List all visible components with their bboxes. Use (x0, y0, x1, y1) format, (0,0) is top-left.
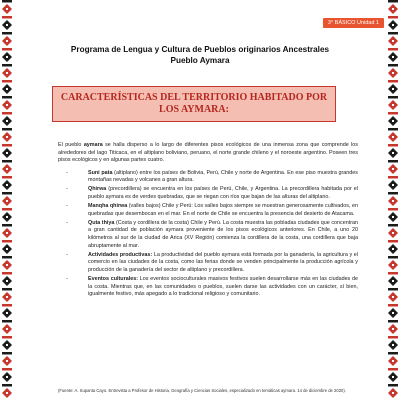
item-term: Eventos culturales: (88, 276, 138, 282)
border-diamond-center (392, 280, 394, 282)
grade-unit-badge: 3° BÁSICO Unidad 1 (323, 18, 384, 28)
item-term: Suni pata (88, 169, 113, 176)
border-stripe (2, 0, 12, 3)
border-stripe (2, 368, 12, 371)
border-stripe (388, 240, 398, 243)
border-diamond-center (392, 360, 394, 362)
dash-bullet-icon: - (66, 186, 68, 193)
border-diamond-center (6, 312, 8, 314)
item-term: Actividades productivas: (88, 251, 153, 258)
border-stripe (388, 208, 398, 211)
list-item (58, 252, 358, 275)
list-item (58, 203, 358, 218)
intro-paragraph (58, 142, 358, 165)
border-stripe (388, 384, 398, 387)
program-title-line1: Programa de Lengua y Cultura de Pueblos originarios Ancestrales (70, 45, 330, 54)
border-stripe (388, 192, 398, 195)
item-text: (valles bajos) Chile y Perú: Los valles bajos siempre se muestran generosamente cultivados, en quebradas que desembocan en el mar. En el norte de Chile se encuentra la presencia del desierto de Atacama. (88, 203, 358, 217)
border-diamond-center (392, 328, 394, 330)
border-stripe (388, 0, 398, 3)
border-stripe (2, 32, 12, 35)
border-stripe (2, 240, 12, 243)
border-stripe (388, 256, 398, 259)
border-diamond-center (392, 200, 394, 202)
border-stripe (2, 288, 12, 291)
border-diamond-center (392, 376, 394, 378)
dash-bullet-icon: - (66, 251, 68, 258)
border-stripe (2, 16, 12, 19)
border-diamond-center (392, 248, 394, 250)
border-stripe (388, 112, 398, 115)
program-title-line2: Pueblo Aymara (170, 56, 230, 65)
border-diamond-center (6, 168, 8, 170)
border-diamond-center (392, 8, 394, 10)
border-diamond-center (392, 88, 394, 90)
item-text: (Costa y cordillera de la costa) Chile y Perú. La costa muestra las pobladas ciudades que concentran a gran cantidad de población aymara proveniente de los pisos ecológicos anteriores. En Chile, a uno 20 kilómetros al sur de la ciudad de Arica (XV Región) comienza la cordillera de la costa, una cordillera que baja abruptamente al mar. (88, 219, 359, 249)
border-diamond-center (6, 88, 8, 90)
border-diamond-center (392, 312, 394, 314)
border-diamond-center (6, 280, 8, 282)
item-text: (altiplano) entre los países de Bolivia, Perú, Chile y norte de Argentina. En ese piso muestra grandes montañas nevadas y volcanes a gran altura. (88, 169, 358, 184)
main-content (58, 142, 358, 300)
border-stripe (2, 256, 12, 259)
border-diamond-center (6, 24, 8, 26)
border-diamond-center (392, 40, 394, 42)
border-stripe (388, 96, 398, 99)
border-stripe (2, 176, 12, 179)
border-diamond-center (392, 120, 394, 122)
border-stripe (388, 368, 398, 371)
border-diamond-center (6, 344, 8, 346)
border-diamond-center (6, 184, 8, 186)
border-diamond-center (6, 136, 8, 138)
border-stripe (388, 128, 398, 131)
border-stripe (2, 304, 12, 307)
border-diamond-center (392, 152, 394, 154)
border-stripe (388, 304, 398, 307)
border-diamond-center (6, 376, 8, 378)
item-term: Qhirwa (88, 186, 107, 193)
border-stripe (388, 32, 398, 35)
border-diamond-center (392, 392, 394, 394)
list-item (58, 170, 358, 185)
border-diamond-center (392, 232, 394, 234)
border-stripe (388, 352, 398, 355)
border-diamond-center (6, 360, 8, 362)
item-term: Manqha qhirwa (88, 203, 128, 210)
border-diamond-center (6, 216, 8, 218)
list-item (58, 220, 358, 250)
border-diamond-center (392, 72, 394, 74)
border-diamond-center (392, 216, 394, 218)
list-item (58, 276, 358, 299)
border-stripe (2, 128, 12, 131)
border-stripe (388, 176, 398, 179)
border-stripe (388, 272, 398, 275)
border-diamond-center (392, 136, 394, 138)
border-diamond-center (6, 120, 8, 122)
border-diamond-center (6, 72, 8, 74)
ecological-floors-list (58, 170, 358, 299)
dash-bullet-icon: - (66, 169, 68, 176)
border-stripe (2, 144, 12, 147)
border-stripe (388, 320, 398, 323)
border-stripe (2, 352, 12, 355)
border-stripe (388, 80, 398, 83)
border-stripe (2, 320, 12, 323)
border-stripe (388, 144, 398, 147)
border-stripe (2, 208, 12, 211)
border-diamond-center (6, 104, 8, 106)
source-footnote: (Fuente: A. Supanta Cayo. Entrevista a Profesor de Historia, Geografía y Ciencias Sociales, especializado en temáticas aymara. 14 de diciembre de 2020). (58, 388, 346, 393)
border-stripe (2, 112, 12, 115)
section-heading-box (52, 86, 336, 122)
border-stripe (388, 336, 398, 339)
border-diamond-center (392, 264, 394, 266)
dash-bullet-icon: - (66, 203, 68, 210)
item-text: (precordillera) se encuentra en los países de Perú, Chile, y Argentina. La precordillera habitada por el pueblo aymara es de verdes quebradas, que se riegan con ríos que bajan de las alturas del altiplano. (88, 186, 358, 201)
border-stripe (2, 224, 12, 227)
border-stripe (2, 160, 12, 163)
border-stripe (2, 336, 12, 339)
border-diamond-center (392, 184, 394, 186)
border-diamond-center (6, 8, 8, 10)
border-stripe (388, 224, 398, 227)
border-stripe (2, 192, 12, 195)
border-stripe (2, 272, 12, 275)
border-diamond-center (392, 24, 394, 26)
border-diamond-center (6, 200, 8, 202)
item-text: Los eventos socioculturales masivos festivos suelen desarrollarse más en las ciudades de la costa. Mientras que, en las comunidades o pueblos, suelen darse las actividades con un carácter, sí bien, igualmente festivo, más apegado a lo tradicional religioso y comunitario. (88, 276, 359, 298)
item-text: La productividad del pueblo aymara está formada por la ganadería, la agricultura y el comercio en las ciudades de la costa, como las ferias donde se venden principalmente la producción agrícola y producción de la ganadería del sector de altiplano y precordillera. (88, 251, 359, 273)
dash-bullet-icon: - (66, 219, 68, 226)
border-diamond-center (392, 344, 394, 346)
border-diamond-center (392, 296, 394, 298)
border-stripe (2, 80, 12, 83)
border-diamond-center (6, 328, 8, 330)
border-stripe (388, 160, 398, 163)
border-stripe (388, 288, 398, 291)
border-diamond-center (6, 40, 8, 42)
border-diamond-center (6, 296, 8, 298)
border-stripe (2, 384, 12, 387)
list-item (58, 186, 358, 201)
border-stripe (388, 16, 398, 19)
border-diamond-center (6, 392, 8, 394)
border-diamond-center (6, 232, 8, 234)
border-diamond-center (6, 152, 8, 154)
dash-bullet-icon: - (66, 276, 68, 282)
intro-text-end: se halla disperso a lo largo de diferentes pisos ecológicos de una inmensa zona que comprende los alrededores del lago Titicaca, en el altiplano boliviano, peruano, el norte grande chileno y el noroeste argentino. Poseen tres pisos ecológicos y en algunas partes cuatro. (58, 142, 358, 164)
section-heading: CARACTERÍSTICAS DEL TERRITORIO HABITADO POR LOS AYMARA: (60, 92, 328, 115)
intro-bold-term: aymara (83, 142, 103, 148)
border-stripe (2, 96, 12, 99)
border-diamond-center (392, 168, 394, 170)
border-diamond-center (6, 248, 8, 250)
program-title (0, 44, 400, 66)
item-term: Quta thiya (88, 219, 115, 226)
border-diamond-center (6, 264, 8, 266)
border-diamond-center (392, 104, 394, 106)
intro-text-start: El pueblo (58, 142, 84, 148)
